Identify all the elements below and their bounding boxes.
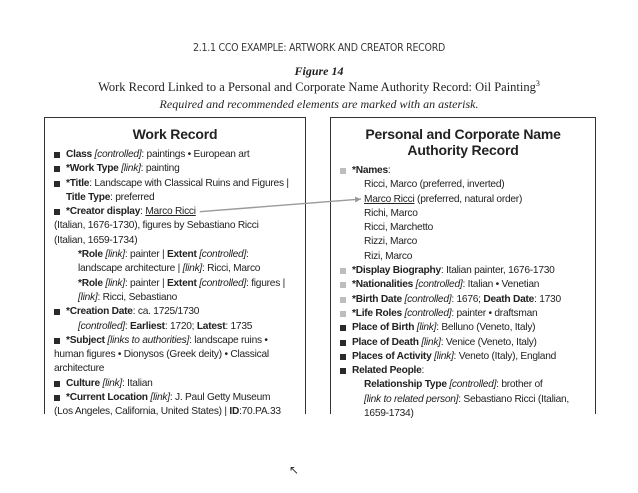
life-roles-entry: *Life Roles [controlled]: painter • draftsman — [340, 307, 589, 321]
creator-line3: (Italian, 1659-1734) — [54, 234, 138, 246]
extent2-line: [link]: Ricci, Sebastiano — [78, 291, 178, 303]
worktype-label: *Work Type — [66, 163, 119, 175]
earliest-line: [controlled]: Earliest: 1720; Latest: 1735 — [78, 320, 253, 332]
related-person-line3: 1659-1734) — [364, 408, 414, 420]
titletype-value: : preferred — [110, 191, 155, 203]
extent1-link: [link] — [182, 263, 203, 275]
worktype-value: : painting — [140, 163, 180, 175]
places-of-activity-entry: Places of Activity [link]: Veneto (Italy), England — [340, 350, 589, 364]
display-bio-entry: *Display Biography: Italian painter, 1676-1730 — [340, 264, 589, 278]
creation-entry: *Creation Date: ca. 1725/1730 — [54, 305, 299, 319]
place-of-death-entry: Place of Death [link]: Venice (Veneto, Italy) — [340, 336, 589, 350]
title-label: *Title — [66, 177, 90, 189]
role1-link: [link] — [105, 249, 125, 261]
related-person-line: [link to related person]: Sebastiano Ricci (Italian, — [364, 393, 570, 405]
arrow-line — [200, 199, 361, 212]
name-item: Ricci, Marco (preferred, inverted) — [364, 179, 505, 191]
extent1-line: landscape architecture | [link]: Ricci, Marco — [78, 263, 261, 275]
names-entry: *Names: — [340, 164, 589, 178]
figure-note: Required and recommended elements are marked with an asterisk. — [159, 97, 479, 111]
work-record-title: Work Record — [132, 126, 218, 142]
name-link[interactable]: Marco Ricci — [364, 193, 415, 205]
related-people-entry: Related People: — [340, 364, 589, 378]
subject-line2: human figures • Dionysos (Greek deity) • Classical — [54, 349, 269, 361]
subject-line3: architecture — [54, 363, 105, 375]
figure-label: Figure 14 — [294, 64, 344, 78]
nationalities-entry: *Nationalities [controlled]: Italian • Venetian — [340, 278, 589, 292]
figure-title-text: Work Record Linked to a Personal and Corporate Name Authority Record: Oil Painting — [98, 80, 536, 95]
location-line2: (Los Angeles, California, United States) | ID:70.PA.33 — [54, 406, 281, 418]
class-value: : paintings • European art — [141, 149, 250, 160]
creator-label: *Creator display — [66, 206, 141, 218]
birth-date-entry: *Birth Date [controlled]: 1676; Death Date: 1730 — [340, 293, 589, 307]
creator-line2: (Italian, 1676-1730), figures by Sebastiano Ricci — [54, 220, 259, 232]
creator-entry: *Creator display: Marco Ricci — [54, 205, 299, 219]
section-heading: 2.1.1 CCO EXAMPLE: ARTWORK AND CREATOR RECORD — [192, 41, 446, 54]
class-label: Class — [66, 149, 92, 160]
name-record-title: Personal and Corporate Name Authority Record — [365, 126, 561, 158]
relationship-type-line: Relationship Type [controlled]: brother of — [364, 379, 543, 391]
name-item-preferred: Marco Ricci (preferred, natural order) — [364, 193, 523, 205]
creator-link[interactable]: Marco Ricci — [145, 206, 196, 218]
name-item: Richi, Marco — [364, 207, 418, 219]
titletype-label: Title Type — [66, 191, 111, 203]
culture-entry: Culture [link]: Italian — [54, 377, 299, 391]
footnote-marker: 3 — [535, 79, 540, 88]
title-value: : Landscape with Classical Ruins and Figures | — [89, 177, 289, 189]
place-of-birth-entry: Place of Birth [link]: Belluno (Veneto, Italy) — [340, 321, 589, 335]
class-ctrl: [controlled] — [94, 149, 142, 160]
name-item: Rizzi, Marco — [364, 236, 418, 248]
role2-line: *Role [link]: painter | Extent [controlled]: figures | — [78, 277, 286, 289]
role1-line: *Role [link]: painter | Extent [controlled]: — [78, 249, 249, 261]
worktype-link: [link] — [121, 163, 141, 175]
name-item: Ricci, Marchetto — [364, 222, 434, 234]
mouse-cursor-icon: ↖ — [289, 463, 300, 477]
location-entry: *Current Location [link]: J. Paul Getty Museum — [54, 391, 299, 405]
subject-entry: *Subject [links to authorities]: landscape ruins • — [54, 334, 299, 348]
name-item: Rizi, Marco — [364, 250, 413, 262]
